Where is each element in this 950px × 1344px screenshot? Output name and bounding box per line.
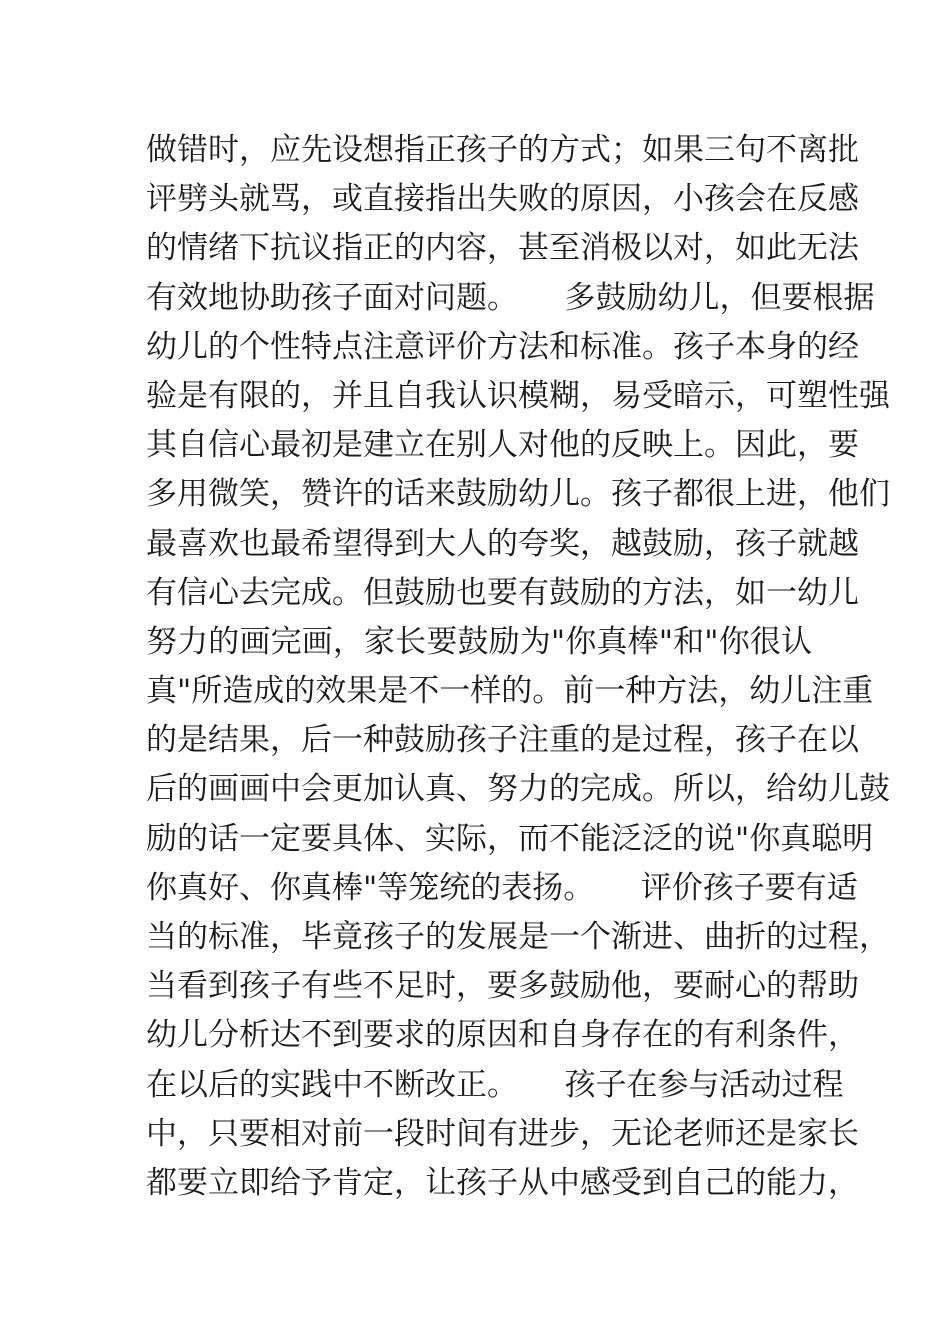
- body-text: [146, 126, 890, 1208]
- text-line: 当的标准，毕竟孩子的发展是一个渐进、曲折的过程，: [146, 919, 890, 955]
- text-line: 有效地协助孩子面对问题。 多鼓励幼儿，但要根据: [146, 279, 875, 316]
- text-line: 有信心去完成。但鼓励也要有鼓励的方法，如一幼儿: [146, 574, 859, 611]
- text-line: 其自信心最初是建立在别人对他的反映上。因此，要: [146, 427, 859, 464]
- text-line: 幼儿的个性特点注意评价方法和标准。孩子本身的经: [146, 328, 859, 365]
- text-line: 幼儿分析达不到要求的原因和自身存在的有利条件，: [146, 1017, 859, 1054]
- text-line: 努力的画完画，家长要鼓励为"你真棒"和"你很认: [146, 623, 812, 660]
- text-line: 做错时，应先设想指正孩子的方式；如果三句不离批: [146, 132, 859, 168]
- text-line: 励的话一定要具体、实际，而不能泛泛的说"你真聪明: [146, 820, 874, 857]
- text-line: 你真好、你真棒"等笼统的表扬。 评价孩子要有适: [146, 869, 858, 906]
- text-line: 在以后的实践中不断改正。 孩子在参与活动过程: [146, 1066, 844, 1103]
- text-line: 验是有限的，并且自我认识模糊，易受暗示，可塑性强: [146, 377, 890, 414]
- text-line: 最喜欢也最希望得到大人的夸奖，越鼓励，孩子就越: [146, 525, 859, 562]
- text-line: 评劈头就骂，或直接指出失败的原因，小孩会在反感: [146, 181, 859, 218]
- text-line: 中，只要相对前一段时间有进步，无论老师还是家长: [146, 1115, 859, 1152]
- text-line: 真"所造成的效果是不一样的。前一种方法，幼儿注重: [146, 673, 874, 710]
- text-line: 的是结果，后一种鼓励孩子注重的是过程，孩子在以: [146, 722, 859, 759]
- text-line: 多用微笑，赞许的话来鼓励幼儿。孩子都很上进，他们: [146, 476, 890, 513]
- text-line: 后的画画中会更加认真、努力的完成。所以，给幼儿鼓: [146, 771, 890, 808]
- text-line: 的情绪下抗议指正的内容，甚至消极以对，如此无法: [146, 230, 859, 267]
- text-line: 当看到孩子有些不足时，要多鼓励他，要耐心的帮助: [146, 968, 859, 1005]
- text-line: 都要立即给予肯定，让孩子从中感受到自己的能力，: [146, 1164, 859, 1201]
